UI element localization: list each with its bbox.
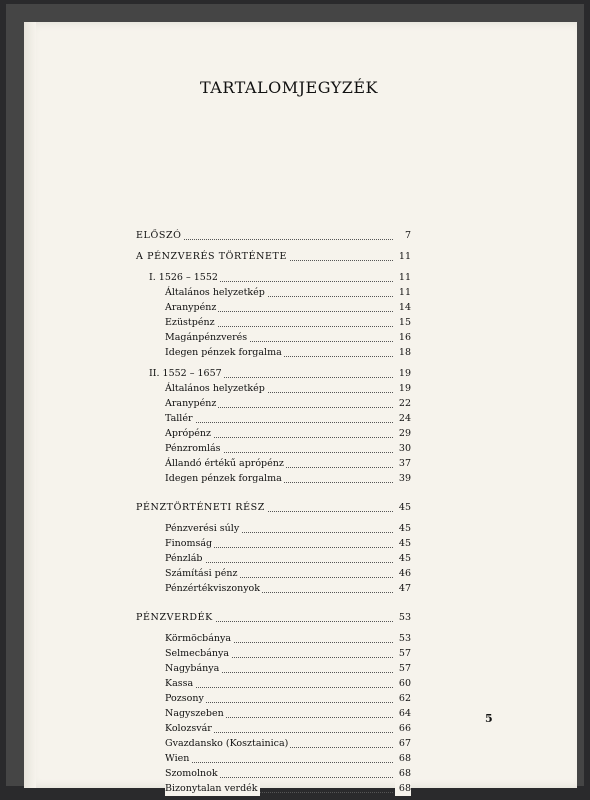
- toc-entry-page: 53: [395, 610, 411, 625]
- toc-entry-label: Tallér: [165, 413, 193, 424]
- toc-entry: [165, 661, 411, 676]
- toc-entry-label: Nagyszeben: [165, 708, 224, 719]
- toc-entry: [165, 721, 411, 736]
- toc-entry-label: Pénzverési súly: [165, 523, 240, 534]
- toc-entry-page: 24: [395, 411, 411, 426]
- toc-entry-label: Wien: [165, 753, 190, 764]
- toc-entry-label: Finomság: [165, 538, 213, 549]
- toc-entry: [165, 676, 411, 691]
- toc-entry-label: Nagybánya: [165, 663, 220, 674]
- toc-entry-label: Pozsony: [165, 693, 204, 704]
- toc-entry: [165, 706, 411, 721]
- toc-entry: [165, 691, 411, 706]
- toc-entry-label: Pénzromlás: [165, 443, 221, 454]
- toc-entry-label: Kassa: [165, 678, 194, 689]
- page-gutter: [24, 22, 36, 788]
- toc-entry: [165, 345, 411, 360]
- toc-entry-label: Aprópénz: [165, 428, 212, 439]
- toc-entry-page: 66: [395, 721, 411, 736]
- toc-entry-page: 11: [395, 249, 411, 264]
- toc-entry-label: Szomolnok: [165, 768, 218, 779]
- toc-entry: [149, 366, 411, 381]
- toc-entry: [165, 381, 411, 396]
- toc-entry-page: 68: [395, 751, 411, 766]
- toc-entry: [149, 270, 411, 285]
- toc-entry-label: Gvazdansko (Kosztainica): [165, 738, 289, 749]
- table-of-contents: [136, 228, 411, 796]
- toc-entry-page: 67: [395, 736, 411, 751]
- toc-entry: [165, 566, 411, 581]
- toc-entry-page: 11: [395, 270, 411, 285]
- toc-entry-page: 45: [395, 551, 411, 566]
- toc-entry-label: Idegen pénzek forgalma: [165, 473, 282, 484]
- toc-entry-label: Magánpénzverés: [165, 332, 248, 343]
- toc-entry: [165, 426, 411, 441]
- toc-entry-label: PÉNZVERDÉK: [136, 612, 213, 623]
- toc-entry-label: Selmecbánya: [165, 648, 230, 659]
- toc-entry-page: 64: [395, 706, 411, 721]
- toc-entry: [165, 456, 411, 471]
- toc-entry: [165, 551, 411, 566]
- toc-entry-label: II. 1552 – 1657: [149, 368, 222, 379]
- toc-entry: [165, 300, 411, 315]
- toc-entry-page: 18: [395, 345, 411, 360]
- toc-entry-page: 39: [395, 471, 411, 486]
- toc-entry-page: 16: [395, 330, 411, 345]
- toc-entry-page: 30: [395, 441, 411, 456]
- toc-entry-label: Számítási pénz: [165, 568, 238, 579]
- toc-entry-page: 14: [395, 300, 411, 315]
- toc-entry-page: 60: [395, 676, 411, 691]
- toc-entry-page: 11: [395, 285, 411, 300]
- toc-entry-page: 57: [395, 646, 411, 661]
- toc-entry-page: 68: [395, 781, 411, 796]
- toc-entry: [165, 411, 411, 426]
- toc-entry-page: 47: [395, 581, 411, 596]
- toc-entry-page: 46: [395, 566, 411, 581]
- toc-entry-label: PÉNZTÖRTÉNETI RÉSZ: [136, 502, 265, 513]
- toc-entry: [165, 396, 411, 411]
- dot-leader: [165, 422, 393, 423]
- toc-entry: [136, 610, 411, 625]
- toc-entry-label: Aranypénz: [165, 398, 217, 409]
- toc-entry: [165, 285, 411, 300]
- toc-entry-page: 7: [395, 228, 411, 243]
- toc-entry-label: Pénzértékviszonyok: [165, 583, 261, 594]
- toc-entry: [165, 471, 411, 486]
- toc-entry-page: 53: [395, 631, 411, 646]
- toc-entry-page: 62: [395, 691, 411, 706]
- toc-entry-label: Kolozsvár: [165, 723, 212, 734]
- dot-leader: [165, 687, 393, 688]
- toc-entry: [165, 751, 411, 766]
- toc-entry-label: Ezüstpénz: [165, 317, 215, 328]
- toc-entry: [165, 646, 411, 661]
- toc-entry-page: 45: [395, 521, 411, 536]
- toc-entry-label: I. 1526 – 1552: [149, 272, 218, 283]
- toc-entry-label: Körmöcbánya: [165, 633, 232, 644]
- toc-entry-label: Általános helyzetkép: [165, 287, 265, 298]
- toc-entry-page: 45: [395, 536, 411, 551]
- toc-entry-page: 15: [395, 315, 411, 330]
- book-cover: [6, 4, 584, 794]
- toc-entry-page: 19: [395, 381, 411, 396]
- toc-entry: [165, 521, 411, 536]
- toc-entry-label: ELŐSZÓ: [136, 230, 182, 241]
- toc-entry-label: Aranypénz: [165, 302, 217, 313]
- toc-entry-label: Pénzláb: [165, 553, 203, 564]
- page-title: TARTALOMJEGYZÉK: [200, 78, 378, 97]
- toc-entry: [136, 500, 411, 515]
- page-number: 5: [485, 712, 493, 725]
- toc-entry: [165, 315, 411, 330]
- toc-entry-page: 19: [395, 366, 411, 381]
- toc-entry-label: Bizonytalan verdék: [165, 783, 258, 794]
- toc-entry: [165, 781, 411, 796]
- toc-entry-label: Általános helyzetkép: [165, 383, 265, 394]
- toc-entry: [165, 536, 411, 551]
- toc-entry-page: 57: [395, 661, 411, 676]
- toc-entry: [165, 631, 411, 646]
- toc-entry-page: 29: [395, 426, 411, 441]
- toc-entry-page: 37: [395, 456, 411, 471]
- toc-entry: [165, 766, 411, 781]
- toc-entry: [165, 736, 411, 751]
- toc-entry-label: A PÉNZVERÉS TÖRTÉNETE: [136, 251, 288, 262]
- toc-entry-page: 68: [395, 766, 411, 781]
- toc-entry: [136, 228, 411, 243]
- toc-entry-page: 45: [395, 500, 411, 515]
- book-page: [24, 22, 577, 794]
- toc-entry-page: 22: [395, 396, 411, 411]
- toc-entry: [165, 441, 411, 456]
- toc-entry: [165, 330, 411, 345]
- toc-entry: [165, 581, 411, 596]
- toc-entry: [136, 249, 411, 264]
- dot-leader: [165, 762, 393, 763]
- toc-entry-label: Idegen pénzek forgalma: [165, 347, 282, 358]
- toc-entry-label: Állandó értékű aprópénz: [165, 458, 284, 469]
